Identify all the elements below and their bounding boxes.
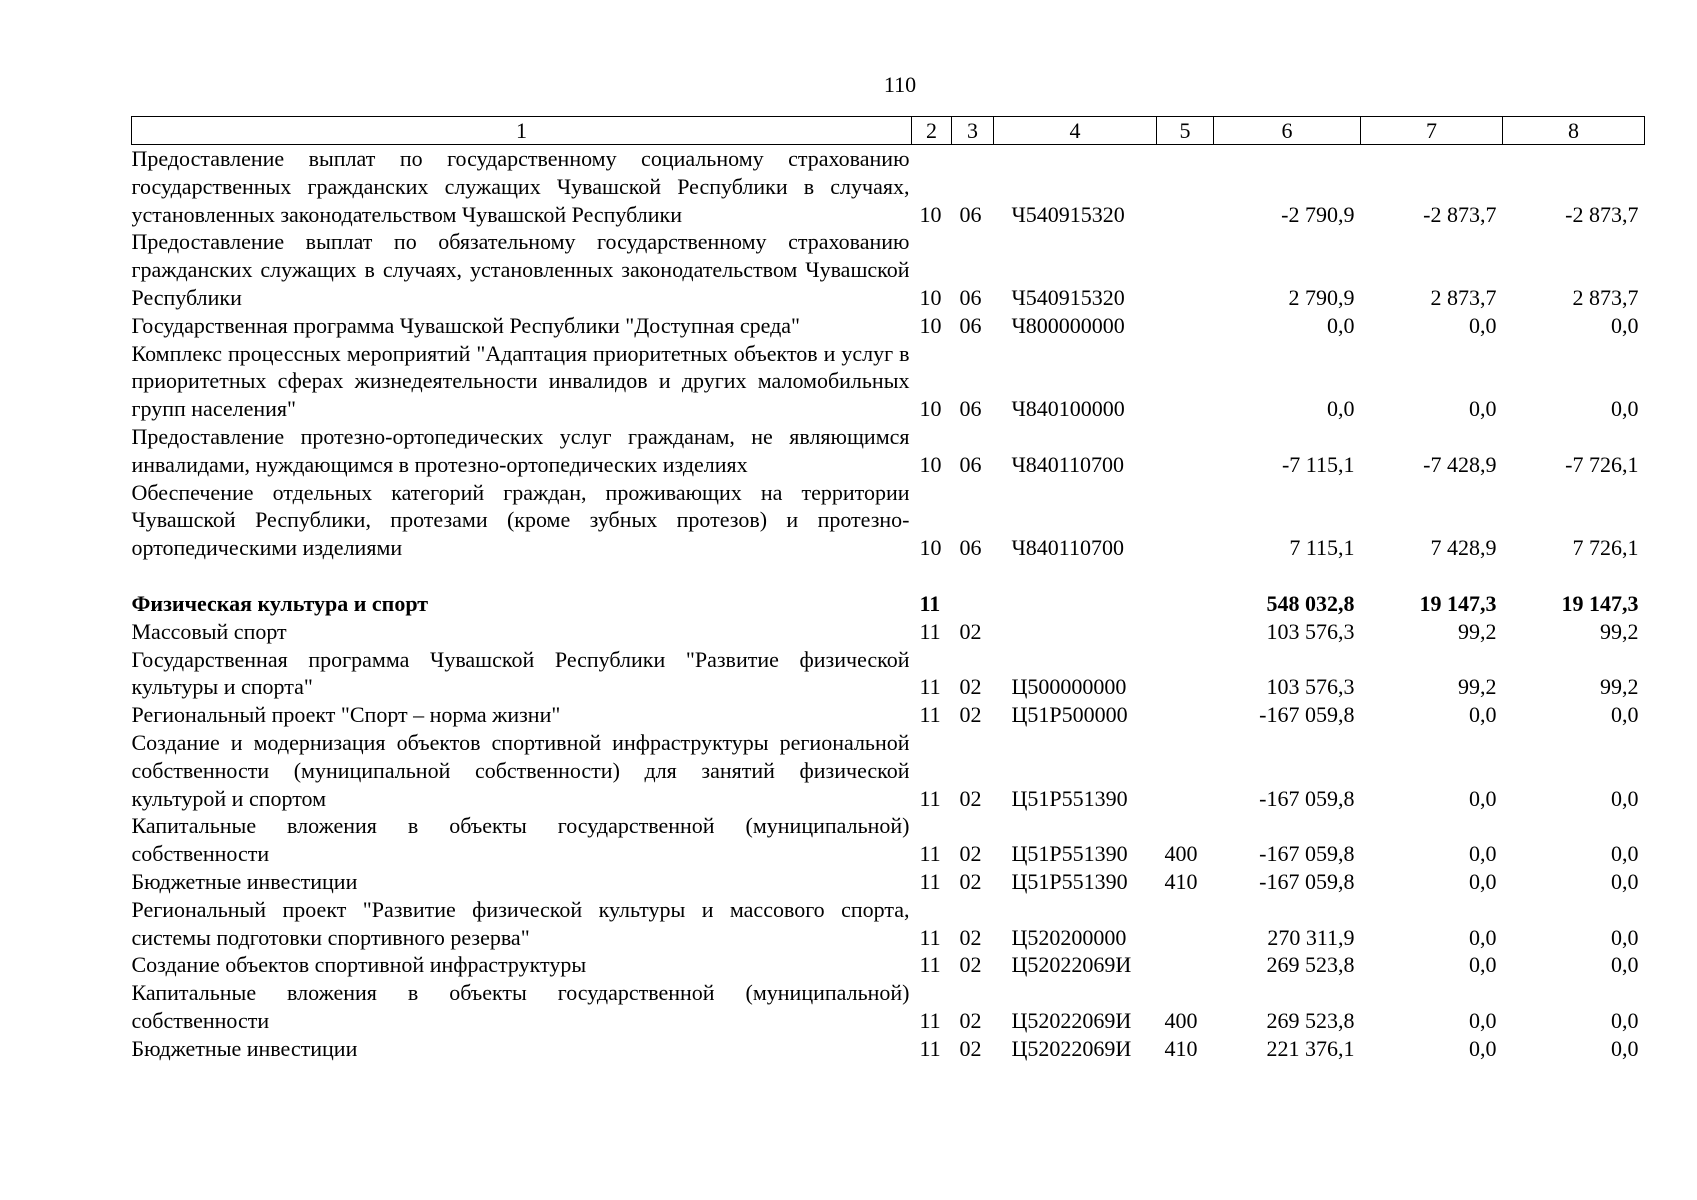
row-amount-2-cell: 0,0: [1469, 868, 1497, 894]
row-section-cell: 11: [919, 1035, 941, 1061]
table-row: [132, 1035, 1645, 1063]
row-expense-type-cell: [1157, 590, 1214, 618]
table-row: [132, 479, 1645, 562]
row-expense-type-cell: [1157, 145, 1214, 229]
row-section-cell: 11: [919, 618, 941, 644]
row-target-article-cell: [994, 590, 1157, 618]
row-amount-2-cell: 0,0: [1469, 785, 1497, 811]
row-target-article-cell: Ч540915320: [1011, 284, 1125, 310]
table-row: [132, 340, 1645, 423]
row-target-article-cell: Ц51Р551390: [1011, 868, 1128, 894]
row-subsection-cell: 02: [959, 952, 982, 978]
row-expense-type-cell: 400: [1164, 841, 1198, 867]
row-target-article-cell: Ц51Р551390: [1011, 785, 1128, 811]
header-cell: 2: [912, 117, 952, 145]
row-section-cell: 11: [919, 785, 941, 811]
row-amount-2-cell: 0,0: [1469, 312, 1497, 338]
row-amount-1-cell: -2 790,9: [1281, 201, 1355, 227]
row-name-cell: Государственная программа Чувашской Республики "Развитие физической культуры и спорта": [131, 646, 910, 700]
row-amount-3-cell: 0,0: [1611, 1035, 1639, 1061]
row-name-cell: Региональный проект "Спорт – норма жизни": [131, 702, 561, 728]
row-amount-1-cell: 269 523,8: [1266, 952, 1355, 978]
row-amount-2-cell: 0,0: [1469, 952, 1497, 978]
row-name-cell: Комплекс процессных мероприятий "Адаптация приоритетных объектов и услуг в приоритетных сферах жизнедеятельности инвалидов и других маломобильных групп населения": [131, 340, 910, 422]
row-amount-3-cell: 0,0: [1611, 868, 1639, 894]
row-expense-type-cell: [1157, 423, 1214, 479]
row-amount-2-cell: -7 428,9: [1423, 451, 1497, 477]
row-expense-type-cell: [1157, 312, 1214, 340]
row-expense-type-cell: 410: [1164, 1035, 1198, 1061]
row-amount-3-cell: 0,0: [1611, 702, 1639, 728]
table-row: [132, 618, 1645, 646]
table-row: [132, 590, 1645, 618]
row-name-cell: Физическая культура и спорт: [131, 590, 429, 616]
row-name-cell: Бюджетные инвестиции: [131, 1035, 358, 1061]
row-amount-2-cell: 0,0: [1469, 396, 1497, 422]
row-name-cell: Бюджетные инвестиции: [131, 868, 358, 894]
row-subsection-cell: 02: [959, 785, 982, 811]
header-cell: 7: [1361, 117, 1503, 145]
row-amount-3-cell: 0,0: [1611, 952, 1639, 978]
row-subsection-cell: [952, 590, 994, 618]
row-amount-1-cell: 0,0: [1327, 396, 1355, 422]
row-amount-3-cell: [1503, 562, 1645, 590]
row-subsection-cell: 02: [959, 674, 982, 700]
row-name-cell: Капитальные вложения в объекты государственной (муниципальной) собственности: [131, 980, 910, 1033]
table-header: [132, 117, 1645, 145]
row-amount-2-cell: [1361, 562, 1503, 590]
table-row: [132, 701, 1645, 729]
row-subsection-cell: 02: [959, 702, 982, 728]
row-subsection-cell: 06: [959, 284, 982, 310]
row-expense-type-cell: [1157, 228, 1214, 311]
row-subsection-cell: 06: [959, 312, 982, 338]
row-amount-1-cell: 221 376,1: [1266, 1035, 1355, 1061]
row-amount-3-cell: -2 873,7: [1565, 201, 1639, 227]
row-name-cell: Обеспечение отдельных категорий граждан, проживающих на территории Чувашской Республики, протезами (кроме зубных протезов) и протезно-ортопедическими изделиями: [131, 479, 910, 561]
row-section-cell: 11: [919, 924, 941, 950]
row-amount-1-cell: 103 576,3: [1266, 618, 1355, 644]
row-amount-1-cell: 269 523,8: [1266, 1007, 1355, 1033]
row-target-article-cell: Ч540915320: [1011, 201, 1125, 227]
row-amount-3-cell: 0,0: [1611, 785, 1639, 811]
row-name-cell: Капитальные вложения в объекты государственной (муниципальной) собственности: [131, 813, 910, 867]
table-body: [132, 145, 1645, 1063]
row-amount-3-cell: 99,2: [1600, 674, 1639, 700]
row-amount-2-cell: 0,0: [1469, 1035, 1497, 1061]
row-amount-3-cell: -7 726,1: [1565, 451, 1639, 477]
row-expense-type-cell: 400: [1164, 1007, 1198, 1033]
row-amount-1-cell: -167 059,8: [1259, 785, 1355, 811]
row-section-cell: 10: [919, 201, 942, 227]
table-row: [132, 562, 1645, 590]
row-amount-2-cell: 2 873,7: [1430, 284, 1497, 310]
row-amount-3-cell: 0,0: [1611, 312, 1639, 338]
row-target-article-cell: Ч840110700: [1011, 535, 1124, 561]
row-amount-2-cell: 0,0: [1469, 1007, 1497, 1033]
row-amount-2-cell: 19 147,3: [1419, 590, 1497, 616]
header-cell: 8: [1503, 117, 1645, 145]
row-amount-3-cell: 0,0: [1611, 1007, 1639, 1033]
header-cell: 3: [952, 117, 994, 145]
row-amount-2-cell: 99,2: [1458, 674, 1497, 700]
row-amount-1-cell: 0,0: [1327, 312, 1355, 338]
row-section-cell: 11: [919, 952, 941, 978]
row-expense-type-cell: [1157, 646, 1214, 702]
row-target-article-cell: [994, 618, 1157, 646]
row-expense-type-cell: [1157, 618, 1214, 646]
row-section-cell: 10: [919, 284, 942, 310]
row-subsection-cell: 06: [959, 396, 982, 422]
row-amount-1-cell: 548 032,8: [1266, 590, 1355, 616]
row-section-cell: 11: [919, 868, 941, 894]
row-section-cell: 11: [919, 1007, 941, 1033]
row-subsection-cell: 02: [959, 1007, 982, 1033]
header-cell: 5: [1157, 117, 1214, 145]
table-row: [132, 228, 1645, 311]
row-section-cell: 10: [919, 396, 942, 422]
row-expense-type-cell: [1157, 951, 1214, 979]
row-target-article-cell: [994, 562, 1157, 590]
table-row: [132, 646, 1645, 702]
table-row: [132, 868, 1645, 896]
row-target-article-cell: Ч840100000: [1011, 396, 1125, 422]
table-row: [132, 312, 1645, 340]
row-subsection-cell: 02: [959, 868, 982, 894]
row-subsection-cell: 02: [959, 924, 982, 950]
row-subsection-cell: [952, 562, 994, 590]
table-row: [132, 423, 1645, 479]
row-name-cell: Предоставление выплат по государственному социальному страхованию государственных гражданских служащих Чувашской Республики в случаях, установленных законодательством Чувашской Республики: [131, 146, 910, 227]
row-name-cell: [132, 562, 912, 590]
row-amount-2-cell: -2 873,7: [1423, 201, 1497, 227]
row-name-cell: Создание и модернизация объектов спортивной инфраструктуры региональной собственности (муниципальной собственности) для занятий физической культурой и спортом: [131, 729, 910, 811]
row-expense-type-cell: [1157, 340, 1214, 423]
row-subsection-cell: 06: [959, 535, 982, 561]
row-amount-1-cell: [1214, 562, 1361, 590]
row-name-cell: Региональный проект "Развитие физической культуры и массового спорта, системы подготовки спортивного резерва": [131, 896, 910, 950]
row-amount-3-cell: 19 147,3: [1561, 590, 1639, 616]
row-amount-1-cell: -167 059,8: [1259, 841, 1355, 867]
row-subsection-cell: 02: [959, 1035, 982, 1061]
row-subsection-cell: 02: [959, 618, 982, 644]
row-section-cell: 10: [919, 535, 942, 561]
row-target-article-cell: Ц52022069И: [1011, 1007, 1132, 1033]
row-amount-2-cell: 7 428,9: [1430, 535, 1497, 561]
row-section-cell: 11: [919, 841, 941, 867]
row-target-article-cell: Ч840110700: [1011, 451, 1124, 477]
row-subsection-cell: 02: [959, 841, 982, 867]
row-target-article-cell: Ц51Р551390: [1011, 841, 1128, 867]
row-name-cell: Создание объектов спортивной инфраструктуры: [131, 952, 587, 978]
table-row: [132, 812, 1645, 868]
row-amount-1-cell: -7 115,1: [1281, 451, 1355, 477]
row-section-cell: 10: [919, 312, 942, 338]
row-section-cell: 11: [919, 674, 941, 700]
row-amount-1-cell: 270 311,9: [1267, 924, 1355, 950]
header-cell: 6: [1214, 117, 1361, 145]
row-amount-2-cell: 0,0: [1469, 702, 1497, 728]
row-amount-3-cell: 99,2: [1600, 618, 1639, 644]
row-target-article-cell: Ц500000000: [1011, 674, 1127, 700]
row-expense-type-cell: [1157, 479, 1214, 562]
row-section-cell: 11: [919, 702, 941, 728]
header-cell: 4: [994, 117, 1157, 145]
row-name-cell: Государственная программа Чувашской Республики "Доступная среда": [131, 312, 801, 338]
row-expense-type-cell: [1157, 729, 1214, 812]
page-number: 110: [883, 72, 917, 97]
row-amount-1-cell: 103 576,3: [1266, 674, 1355, 700]
row-name-cell: Массовый спорт: [131, 618, 287, 644]
row-amount-2-cell: 0,0: [1469, 841, 1497, 867]
row-expense-type-cell: [1157, 701, 1214, 729]
row-section-cell: 11: [919, 590, 941, 616]
row-amount-1-cell: 7 115,1: [1289, 535, 1355, 561]
header-row: [132, 117, 1645, 145]
row-section-cell: 10: [919, 451, 942, 477]
row-subsection-cell: 06: [959, 201, 982, 227]
row-amount-3-cell: 0,0: [1611, 396, 1639, 422]
row-section-cell: [912, 562, 952, 590]
row-amount-1-cell: -167 059,8: [1259, 868, 1355, 894]
table-row: [132, 979, 1645, 1035]
row-amount-1-cell: -167 059,8: [1259, 702, 1355, 728]
row-name-cell: Предоставление протезно-ортопедических услуг гражданам, не являющимся инвалидами, нуждающимся в протезно-ортопедических изделиях: [131, 423, 910, 477]
row-amount-3-cell: 2 873,7: [1572, 284, 1639, 310]
row-amount-2-cell: 99,2: [1458, 618, 1497, 644]
table-row: [132, 951, 1645, 979]
row-target-article-cell: Ч800000000: [1011, 312, 1125, 338]
budget-table: [131, 116, 1645, 1063]
row-target-article-cell: Ц51Р500000: [1011, 702, 1128, 728]
row-amount-1-cell: 2 790,9: [1288, 284, 1355, 310]
table-row: [132, 729, 1645, 812]
table-row: [132, 145, 1645, 229]
row-expense-type-cell: 410: [1164, 868, 1198, 894]
row-subsection-cell: 06: [959, 451, 982, 477]
row-amount-3-cell: 0,0: [1611, 841, 1639, 867]
header-cell: 1: [132, 117, 912, 145]
row-expense-type-cell: [1157, 896, 1214, 952]
row-target-article-cell: Ц520200000: [1011, 924, 1127, 950]
row-amount-3-cell: 7 726,1: [1572, 535, 1639, 561]
row-amount-2-cell: 0,0: [1469, 924, 1497, 950]
row-amount-3-cell: 0,0: [1611, 924, 1639, 950]
table-row: [132, 896, 1645, 952]
row-name-cell: Предоставление выплат по обязательному государственному страхованию гражданских служащих в случаях, установленных законодательством Чувашской Республики: [131, 229, 910, 310]
row-target-article-cell: Ц52022069И: [1011, 952, 1132, 978]
row-expense-type-cell: [1157, 562, 1214, 590]
row-target-article-cell: Ц52022069И: [1011, 1035, 1132, 1061]
